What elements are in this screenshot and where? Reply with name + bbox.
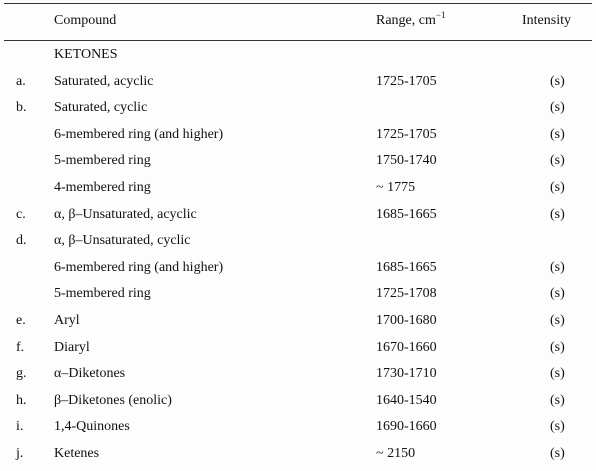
row-label: d. [16, 233, 27, 249]
table-body [0, 44, 596, 470]
range-cell: ~ 2150 [376, 445, 416, 461]
table-top-rule [4, 3, 592, 4]
intensity-cell: (s) [550, 392, 565, 408]
intensity-cell: (s) [550, 100, 565, 116]
range-cell: 1750-1740 [376, 153, 437, 169]
header-range [376, 12, 445, 30]
range-cell: 1685-1665 [376, 259, 437, 275]
table-row [0, 177, 596, 204]
intensity-cell: (s) [550, 339, 565, 355]
range-cell: ~ 1775 [376, 179, 416, 195]
range-cell: 1725-1705 [376, 126, 437, 142]
compound-cell: 5-membered ring [54, 286, 151, 302]
compound-cell: 4-membered ring [54, 179, 151, 195]
table-row [0, 443, 596, 470]
range-cell: 1685-1665 [376, 206, 437, 222]
range-cell: 1690-1660 [376, 419, 437, 435]
row-label: g. [16, 366, 27, 382]
intensity-cell: (s) [550, 153, 565, 169]
table-row [0, 97, 596, 124]
row-label: a. [16, 73, 26, 89]
intensity-cell: (s) [550, 312, 565, 328]
header-range-exponent: −1 [435, 10, 446, 20]
table-row [0, 44, 596, 71]
row-label: h. [16, 392, 27, 408]
row-label: i. [16, 419, 24, 435]
header-compound: Compound [54, 13, 117, 28]
compound-cell: 6-membered ring (and higher) [54, 259, 224, 275]
table-row [0, 416, 596, 443]
compound-cell: α–Diketones [54, 366, 126, 382]
row-label: b. [16, 100, 27, 116]
intensity-cell: (s) [550, 259, 565, 275]
table-row [0, 150, 596, 177]
intensity-cell: (s) [550, 445, 565, 461]
table-row [0, 337, 596, 364]
table-row [0, 71, 596, 98]
compound-cell: Saturated, acyclic [54, 73, 154, 89]
row-label: c. [16, 206, 26, 222]
table-row [0, 257, 596, 284]
compound-cell: α, β–Unsaturated, acyclic [54, 206, 197, 222]
compound-cell: β–Diketones (enolic) [54, 392, 172, 408]
table-row [0, 204, 596, 231]
intensity-cell: (s) [550, 126, 565, 142]
table-row [0, 283, 596, 310]
range-cell: 1725-1708 [376, 286, 437, 302]
compound-cell: Diaryl [54, 339, 90, 355]
header-intensity: Intensity [522, 13, 571, 28]
table-row [0, 363, 596, 390]
compound-cell: Aryl [54, 312, 80, 328]
compound-cell: Ketenes [54, 445, 100, 461]
compound-cell: KETONES [54, 47, 118, 62]
range-cell: 1640-1540 [376, 392, 437, 408]
range-cell: 1670-1660 [376, 339, 437, 355]
intensity-cell: (s) [550, 286, 565, 302]
range-cell: 1725-1705 [376, 73, 437, 89]
table-row [0, 124, 596, 151]
compound-cell: α, β–Unsaturated, cyclic [54, 233, 191, 249]
compound-cell: 6-membered ring (and higher) [54, 126, 224, 142]
header-rule [4, 40, 592, 41]
row-label: j. [16, 445, 24, 461]
row-label: e. [16, 312, 26, 328]
table-row [0, 230, 596, 257]
header-range-text: Range, cm [376, 13, 436, 28]
table-row [0, 310, 596, 337]
intensity-cell: (s) [550, 73, 565, 89]
intensity-cell: (s) [550, 179, 565, 195]
compound-cell: 5-membered ring [54, 153, 151, 169]
intensity-cell: (s) [550, 206, 565, 222]
table-row [0, 390, 596, 417]
intensity-cell: (s) [550, 366, 565, 382]
compound-cell: 1,4-Quinones [54, 419, 130, 435]
intensity-cell: (s) [550, 419, 565, 435]
compound-cell: Saturated, cyclic [54, 100, 148, 116]
row-label: f. [16, 339, 25, 355]
range-cell: 1730-1710 [376, 366, 437, 382]
range-cell: 1700-1680 [376, 312, 437, 328]
